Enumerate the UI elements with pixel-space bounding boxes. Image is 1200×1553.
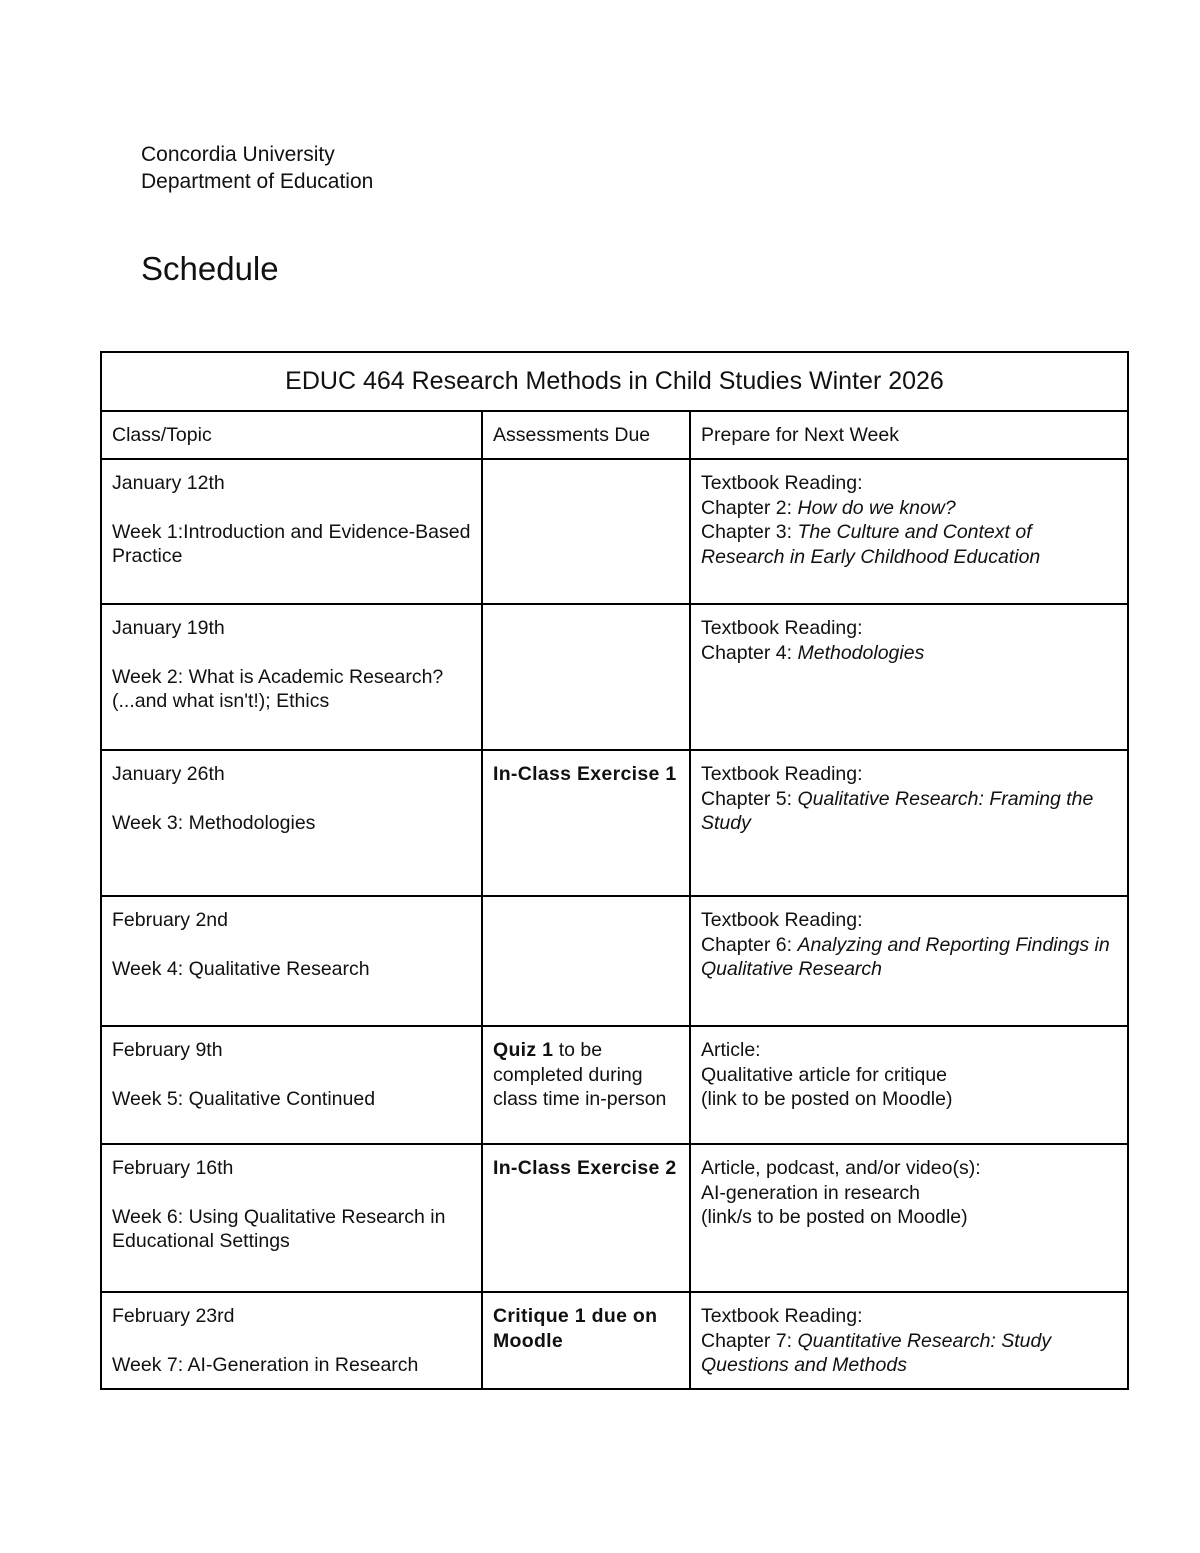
table-row (101, 459, 1128, 604)
institution-name: Concordia University (141, 143, 335, 166)
class-date: February 16th (112, 1157, 234, 1179)
prepare-cell (690, 1144, 1128, 1292)
class-date: January 19th (112, 617, 225, 639)
prep-prefix: Chapter 7: (701, 1329, 798, 1352)
assessment-cell (482, 750, 690, 896)
prep-prefix: Chapter 3: (701, 521, 798, 543)
week-topic: Week 5: Qualitative Continued (112, 1087, 376, 1110)
page-title: Schedule (141, 250, 279, 287)
class-topic-cell (101, 1026, 482, 1144)
prep-label: Article, podcast, and/or video(s): (701, 1157, 981, 1179)
assessment-cell (482, 1026, 690, 1144)
week-topic: Week 4: Qualitative Research (112, 957, 370, 980)
prep-title: Qualitative Research: Framing the Study (701, 787, 1094, 834)
class-date: January 26th (112, 763, 225, 785)
class-topic-cell (101, 1292, 482, 1389)
assessment-name: In-Class Exercise 1 (493, 763, 677, 785)
week-topic: Week 6: Using Qualitative Research in Educational Settings (112, 1205, 446, 1252)
prep-line (701, 1181, 1117, 1206)
assessment-name: Quiz 1 (493, 1039, 554, 1061)
column-header: Assessments Due (482, 411, 690, 459)
prep-line (701, 641, 1117, 666)
week-topic: Week 3: Methodologies (112, 811, 316, 834)
department-name: Department of Education (141, 170, 374, 193)
prep-title: Quantitative Research: Study Questions and Methods (701, 1329, 1052, 1376)
prepare-cell (690, 459, 1128, 604)
class-date: February 2nd (112, 909, 228, 931)
class-topic-cell (101, 750, 482, 896)
assessment-cell (482, 896, 690, 1026)
assessment-cell (482, 604, 690, 750)
assessment-cell (482, 1292, 690, 1389)
prep-line (701, 1087, 1117, 1112)
prep-prefix: Chapter 6: (701, 933, 798, 956)
prepare-cell (690, 1026, 1128, 1144)
assessment-cell (482, 459, 690, 604)
schedule-table (100, 351, 1129, 1390)
prep-title: How do we know? (797, 496, 956, 519)
week-topic: Week 1:Introduction and Evidence-Based Practice (112, 520, 471, 567)
class-topic-cell (101, 604, 482, 750)
prep-prefix: Qualitative article for critique (701, 1063, 948, 1086)
class-date: January 12th (112, 472, 225, 494)
column-header: Class/Topic (101, 411, 482, 459)
table-row (101, 1026, 1128, 1144)
table-row (101, 1292, 1128, 1389)
prep-label: Textbook Reading: (701, 1305, 863, 1327)
prep-label: Textbook Reading: (701, 763, 863, 785)
class-topic-cell (101, 896, 482, 1026)
prep-label: Textbook Reading: (701, 909, 863, 931)
table-row (101, 896, 1128, 1026)
prep-line (701, 520, 1117, 569)
table-caption: EDUC 464 Research Methods in Child Studies Winter 2026 (101, 352, 1128, 411)
prep-title: Analyzing and Reporting Findings in Qualitative Research (701, 933, 1110, 980)
prep-line (701, 1329, 1117, 1378)
prepare-cell (690, 750, 1128, 896)
prepare-cell (690, 1292, 1128, 1389)
prep-line (701, 1063, 1117, 1088)
table-row (101, 604, 1128, 750)
prep-line (701, 1205, 1117, 1230)
prep-prefix: (link/s to be posted on Moodle) (701, 1206, 968, 1228)
prep-prefix: Chapter 5: (701, 787, 798, 810)
prep-prefix: Chapter 4: (701, 641, 798, 664)
table-row (101, 750, 1128, 896)
prep-prefix: AI-generation in research (701, 1181, 920, 1204)
assessment-cell (482, 1144, 690, 1292)
prepare-cell (690, 604, 1128, 750)
class-topic-cell (101, 1144, 482, 1292)
prep-prefix: Chapter 2: (701, 496, 798, 519)
prep-label: Article: (701, 1039, 761, 1061)
prep-line (701, 933, 1117, 982)
class-date: February 9th (112, 1039, 223, 1061)
prep-title: Methodologies (797, 641, 925, 664)
prep-label: Textbook Reading: (701, 472, 863, 494)
week-topic: Week 7: AI-Generation in Research (112, 1353, 419, 1376)
class-date: February 23rd (112, 1305, 235, 1327)
column-header: Prepare for Next Week (690, 411, 1128, 459)
class-topic-cell (101, 459, 482, 604)
assessment-name: Critique 1 due on Moodle (493, 1305, 658, 1352)
prep-line (701, 496, 1117, 521)
table-row (101, 1144, 1128, 1292)
prep-title: The Culture and Context of Research in Early Childhood Education (701, 521, 1041, 568)
week-topic: Week 2: What is Academic Research? (...and what isn't!); Ethics (112, 665, 444, 712)
prep-prefix: (link to be posted on Moodle) (701, 1088, 953, 1110)
column-headers (101, 411, 1128, 459)
assessment-name: In-Class Exercise 2 (493, 1157, 677, 1179)
prep-label: Textbook Reading: (701, 617, 863, 639)
prepare-cell (690, 896, 1128, 1026)
assessment-detail: to be completed during class time in-person (493, 1039, 667, 1110)
prep-line (701, 787, 1117, 836)
